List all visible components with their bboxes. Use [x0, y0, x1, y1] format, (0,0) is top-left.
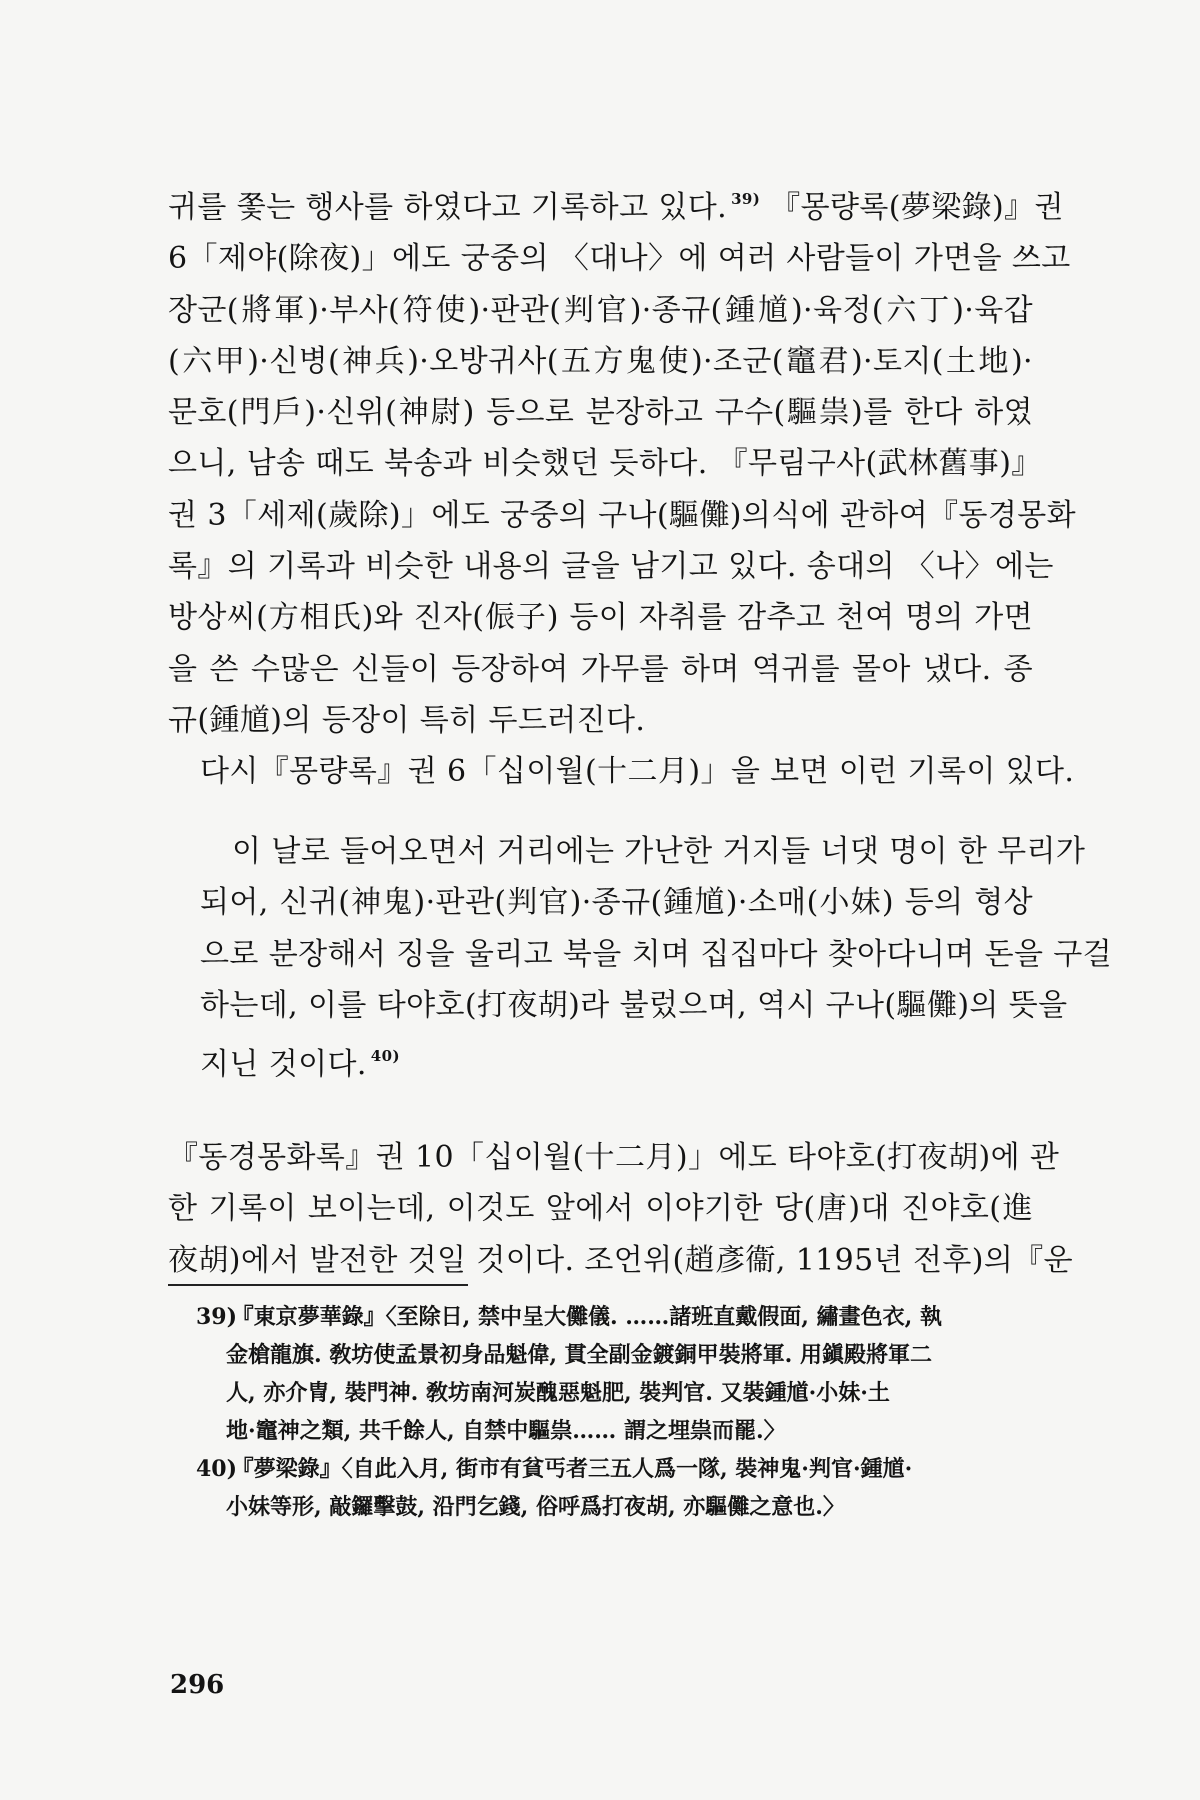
- footnote-line: 人, 亦介冑, 裝門神. 敎坊南河炭醜惡魁肥, 裝判官. 又裝鍾馗·小妹·土: [226, 1380, 890, 1406]
- text-line: 으니, 남송 때도 북송과 비슷했던 듯하다. 『무림구사(武林舊事)』: [168, 446, 1042, 482]
- text-line: 夜胡)에서 발전한 것일 것이다. 조언위(趙彥衞, 1195년 전후)의『운: [168, 1242, 1073, 1278]
- text-line: (六甲)·신병(神兵)·오방귀사(五方鬼使)·조군(竈君)·토지(土地)·: [168, 343, 1033, 379]
- footnote-line: 地·竈神之類, 共千餘人, 自禁中驅祟…… 謂之埋祟而罷.〉: [226, 1418, 786, 1444]
- quote-line: 으로 분장해서 징을 울리고 북을 치며 집집마다 찾아다니며 돈을 구걸: [200, 936, 1113, 972]
- block-quote: [200, 826, 1113, 1090]
- footnote-ref-40: 40): [370, 1047, 400, 1066]
- text-line: 을 쓴 수많은 신들이 등장하여 가무를 하며 역귀를 몰아 냈다. 종: [168, 651, 1033, 687]
- text-line: 권 3「세제(歲除)」에도 궁중의 구나(驅儺)의식에 관하여『동경몽화: [168, 497, 1077, 533]
- footnote-number: 40): [196, 1456, 238, 1482]
- main-paragraph: [168, 174, 1077, 798]
- text-line: 방상씨(方相氏)와 진자(侲子) 등이 자취를 감추고 천여 명의 가면: [168, 600, 1033, 636]
- quote-line: 하는데, 이를 타야호(打夜胡)라 불렀으며, 역시 구나(驅儺)의 뜻을: [200, 987, 1068, 1023]
- text-line: 규(鍾馗)의 등장이 특히 두드러진다.: [168, 702, 646, 738]
- footnote-divider: [168, 1284, 468, 1286]
- footnote-39: 39) 『東京夢華錄』〈至除日, 禁中呈大儺儀. ……諸班直戴假面, 繡畫色衣, 執: [196, 1298, 1036, 1336]
- text-line: 문호(門戶)·신위(神尉) 등으로 분장하고 구수(驅祟)를 한다 하였: [168, 395, 1033, 431]
- quote-line: 지닌 것이다. $^{40)}$: [200, 1047, 400, 1083]
- footnote-line: 金槍龍旗. 敎坊使孟景初身品魁偉, 貫全副金鍍銅甲裝將軍. 用鎭殿將軍二: [226, 1342, 932, 1368]
- text-line: 『동경몽화록』권 10「십이월(十二月)」에도 타야호(打夜胡)에 관: [168, 1140, 1060, 1175]
- second-paragraph: [168, 1132, 1073, 1286]
- footnote-40: 40) 『夢梁錄』〈自此入月, 街市有貧丐者三五人爲一隊, 裝神鬼·判官·鍾馗·: [196, 1450, 1036, 1488]
- footnote-ref-39: 39): [731, 190, 761, 208]
- text-line: 한 기록이 보이는데, 이것도 앞에서 이야기한 당(唐)대 진야호(進: [168, 1191, 1033, 1227]
- quote-line: 이 날로 들어오면서 거리에는 가난한 거지들 너댓 명이 한 무리가: [232, 834, 1086, 869]
- text-line: 록』의 기록과 비슷한 내용의 글을 남기고 있다. 송대의 〈나〉에는: [168, 549, 1054, 585]
- footnote-line: 小妹等形, 敲鑼擊鼓, 沿門乞錢, 俗呼爲打夜胡, 亦驅儺之意也.〉: [226, 1494, 845, 1520]
- text-line: 장군(將軍)·부사(符使)·판관(判官)·종규(鍾馗)·육정(六丁)·육갑: [168, 292, 1033, 328]
- page-number: 296: [170, 1670, 225, 1700]
- text-line: 6「제야(除夜)」에도 궁중의 〈대나〉에 여러 사람들이 가면을 쓰고: [168, 241, 1071, 277]
- text-line: 다시『몽량록』권 6「십이월(十二月)」을 보면 이런 기록이 있다.: [200, 754, 1075, 790]
- footnote-number: 39): [196, 1304, 238, 1330]
- quote-line: 되어, 신귀(神鬼)·판관(判官)·종규(鍾馗)·소매(小妹) 등의 형상: [200, 885, 1033, 921]
- footnotes: [196, 1298, 1036, 1526]
- text-line: 귀를 쫓는 행사를 하였다고 기록하고 있다. $^{39)}$ 『몽량록(夢梁錄)』권: [168, 190, 1064, 225]
